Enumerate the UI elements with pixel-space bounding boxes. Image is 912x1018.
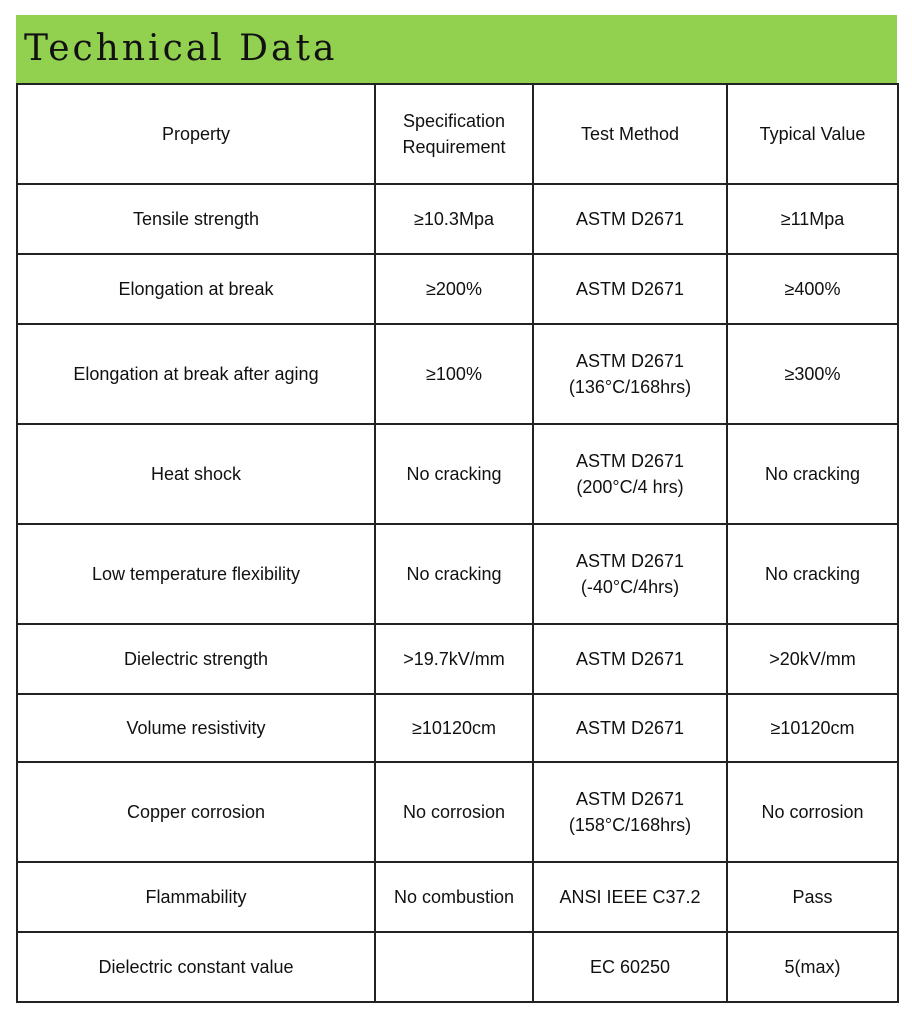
cell-property-text: Dielectric constant value	[98, 957, 294, 977]
cell-test-method-text: (200°C/4 hrs)	[576, 477, 684, 497]
header-property	[17, 84, 375, 184]
cell-specification-text: ≥10.3Mpa	[414, 209, 494, 229]
cell-typical-value-text: Pass	[792, 887, 833, 907]
cell-property	[17, 524, 375, 624]
cell-property-text: Dielectric strength	[123, 649, 269, 669]
cell-specification	[375, 524, 533, 624]
cell-test-method-text: (158°C/168hrs)	[568, 815, 692, 835]
header-specification-label-line-1: Specification	[402, 111, 506, 131]
cell-test-method	[533, 862, 727, 932]
cell-test-method-text: ASTM D2671	[575, 718, 685, 738]
header-typical-value	[727, 84, 898, 184]
header-test-method-label: Test Method	[580, 124, 680, 144]
cell-specification	[375, 862, 533, 932]
cell-test-method-text: ASTM D2671	[575, 209, 685, 229]
cell-property	[17, 862, 375, 932]
cell-typical-value	[727, 524, 898, 624]
cell-typical-value-text: No cracking	[764, 464, 861, 484]
cell-specification-text: ≥100%	[426, 364, 482, 384]
cell-property	[17, 324, 375, 424]
cell-property	[17, 424, 375, 524]
cell-property	[17, 254, 375, 324]
cell-test-method	[533, 254, 727, 324]
cell-test-method	[533, 184, 727, 254]
cell-specification	[375, 424, 533, 524]
cell-property-text: Flammability	[145, 887, 247, 907]
cell-typical-value-text: >20kV/mm	[769, 649, 856, 669]
cell-test-method-text: ASTM D2671	[575, 279, 685, 299]
cell-test-method-text: ASTM D2671	[575, 551, 685, 571]
cell-typical-value	[727, 762, 898, 862]
cell-specification-text: ≥200%	[426, 279, 482, 299]
header-property-label: Property	[161, 124, 231, 144]
header-test-method	[533, 84, 727, 184]
cell-test-method-text: ASTM D2671	[575, 649, 685, 669]
cell-property-text: Copper corrosion	[126, 802, 266, 822]
table-row	[17, 524, 898, 624]
cell-property	[17, 184, 375, 254]
cell-property-text: Elongation at break	[118, 279, 274, 299]
cell-typical-value-text: ≥11Mpa	[780, 209, 845, 229]
cell-test-method	[533, 932, 727, 1002]
cell-property-text: Elongation at break after aging	[73, 364, 319, 384]
cell-typical-value-text: 5(max)	[784, 957, 841, 977]
cell-test-method	[533, 524, 727, 624]
cell-specification-text: No cracking	[406, 564, 502, 584]
table-row	[17, 184, 898, 254]
cell-property-text: Tensile strength	[132, 209, 260, 229]
cell-specification	[375, 762, 533, 862]
cell-test-method	[533, 324, 727, 424]
cell-test-method-text: ASTM D2671	[575, 451, 685, 471]
header-typical-value-label: Typical Value	[759, 124, 866, 144]
cell-specification-text: >19.7kV/mm	[403, 649, 505, 669]
cell-test-method-text: ASTM D2671	[575, 789, 685, 809]
cell-property	[17, 694, 375, 762]
cell-test-method-text: ANSI IEEE C37.2	[559, 887, 701, 907]
cell-specification	[375, 254, 533, 324]
cell-specification	[375, 184, 533, 254]
cell-specification	[375, 932, 533, 1002]
table-row	[17, 324, 898, 424]
cell-property	[17, 624, 375, 694]
cell-typical-value-text: No corrosion	[761, 802, 864, 822]
technical-data-table	[16, 83, 899, 1003]
cell-specification	[375, 694, 533, 762]
cell-typical-value	[727, 694, 898, 762]
table-row	[17, 694, 898, 762]
cell-test-method-text: (136°C/168hrs)	[568, 377, 692, 397]
cell-test-method	[533, 424, 727, 524]
cell-specification-text: ≥10120cm	[412, 718, 496, 738]
cell-test-method-text: EC 60250	[589, 957, 671, 977]
cell-typical-value	[727, 254, 898, 324]
header-specification	[375, 84, 533, 184]
cell-test-method	[533, 624, 727, 694]
table-body	[17, 84, 898, 1002]
cell-typical-value	[727, 862, 898, 932]
cell-typical-value	[727, 424, 898, 524]
cell-property-text: Low temperature flexibility	[91, 564, 301, 584]
cell-specification-text: No corrosion	[402, 802, 506, 822]
header-specification-label-line-2: Requirement	[402, 137, 506, 157]
table-row	[17, 862, 898, 932]
cell-typical-value-text: No cracking	[764, 564, 861, 584]
cell-typical-value-text: ≥300%	[784, 364, 841, 384]
cell-typical-value	[727, 324, 898, 424]
cell-test-method	[533, 694, 727, 762]
cell-typical-value	[727, 932, 898, 1002]
cell-typical-value	[727, 624, 898, 694]
cell-typical-value-text: ≥10120cm	[770, 718, 855, 738]
cell-property	[17, 762, 375, 862]
table-header-row	[17, 84, 898, 184]
cell-typical-value	[727, 184, 898, 254]
table-row	[17, 254, 898, 324]
cell-specification-text: No combustion	[393, 887, 515, 907]
title-banner	[16, 15, 897, 83]
cell-property	[17, 932, 375, 1002]
cell-test-method-text: (-40°C/4hrs)	[580, 577, 680, 597]
cell-specification-text: No cracking	[406, 464, 502, 484]
table-row	[17, 932, 898, 1002]
cell-test-method-text: ASTM D2671	[575, 351, 685, 371]
cell-test-method	[533, 762, 727, 862]
page-title: Technical Data	[24, 28, 338, 69]
cell-typical-value-text: ≥400%	[784, 279, 841, 299]
table-row	[17, 624, 898, 694]
table-row	[17, 762, 898, 862]
cell-property-text: Heat shock	[150, 464, 242, 484]
table-row	[17, 424, 898, 524]
cell-specification	[375, 624, 533, 694]
cell-specification	[375, 324, 533, 424]
cell-property-text: Volume resistivity	[126, 718, 266, 738]
